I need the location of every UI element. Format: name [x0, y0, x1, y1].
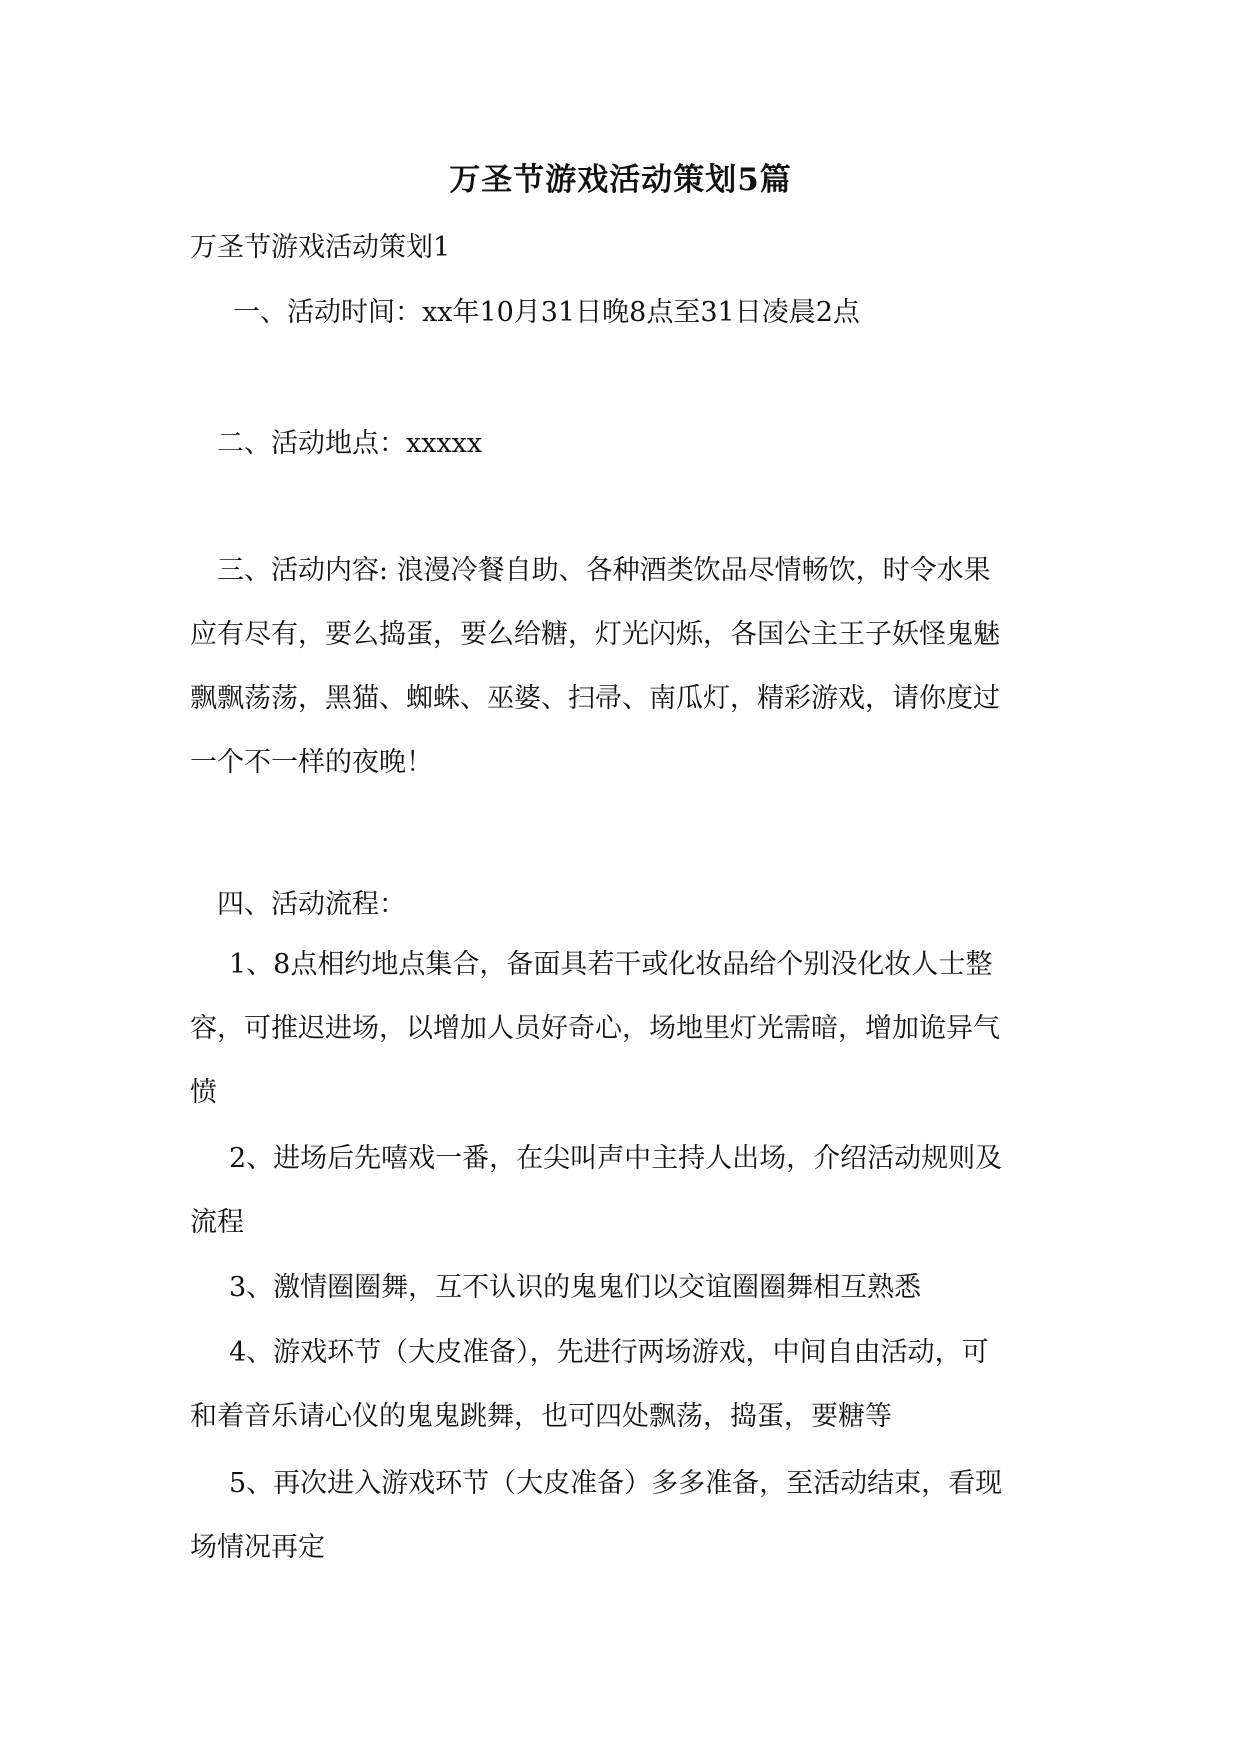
content-line: 应有尽有，要么捣蛋，要么给糖，灯光闪烁，各国公主王子妖怪鬼魅 — [190, 619, 1000, 650]
activity-place-line: 二、活动地点：xxxxx — [217, 428, 483, 459]
step-line: 1、8点相约地点集合，备面具若干或化妆品给个别没化妆人士整 — [229, 949, 993, 980]
process-step-1 — [190, 933, 1070, 1125]
process-step-5 — [190, 1452, 1070, 1580]
step-line: 容，可推迟进场，以增加人员好奇心，场地里灯光需暗，增加诡异气 — [190, 1013, 1000, 1044]
step-line: 5、再次进入游戏环节（大皮准备）多多准备，至活动结束，看现 — [229, 1468, 1003, 1499]
step-line: 3、激情圈圈舞，互不认识的鬼鬼们以交谊圈圈舞相互熟悉 — [229, 1272, 922, 1303]
process-heading: 四、活动流程： — [217, 889, 406, 920]
process-step-3 — [190, 1256, 1070, 1320]
document-title: 万圣节游戏活动策划5篇 — [449, 162, 792, 198]
step-line: 愤 — [190, 1077, 217, 1108]
content-line: 飘飘荡荡，黑猫、蜘蛛、巫婆、扫帚、南瓜灯，精彩游戏，请你度过 — [190, 683, 1000, 714]
step-line: 4、游戏环节（大皮准备），先进行两场游戏，中间自由活动，可 — [229, 1337, 989, 1368]
activity-time-line: 一、活动时间：xx年10月31日晚8点至31日凌晨2点 — [233, 297, 860, 328]
step-line: 场情况再定 — [190, 1532, 325, 1563]
activity-content-paragraph — [190, 539, 1070, 795]
step-line: 流程 — [190, 1207, 244, 1238]
step-line: 和着音乐请心仪的鬼鬼跳舞，也可四处飘荡，捣蛋，要糖等 — [190, 1401, 892, 1432]
process-step-4 — [190, 1321, 1070, 1449]
document-subtitle: 万圣节游戏活动策划1 — [190, 232, 451, 263]
process-step-2 — [190, 1127, 1070, 1255]
content-line: 一个不一样的夜晚！ — [190, 747, 433, 778]
step-line: 2、进场后先嘻戏一番，在尖叫声中主持人出场，介绍活动规则及 — [229, 1143, 1003, 1174]
content-line: 三、活动内容: 浪漫冷餐自助、各种酒类饮品尽情畅饮，时令水果 — [217, 555, 991, 586]
